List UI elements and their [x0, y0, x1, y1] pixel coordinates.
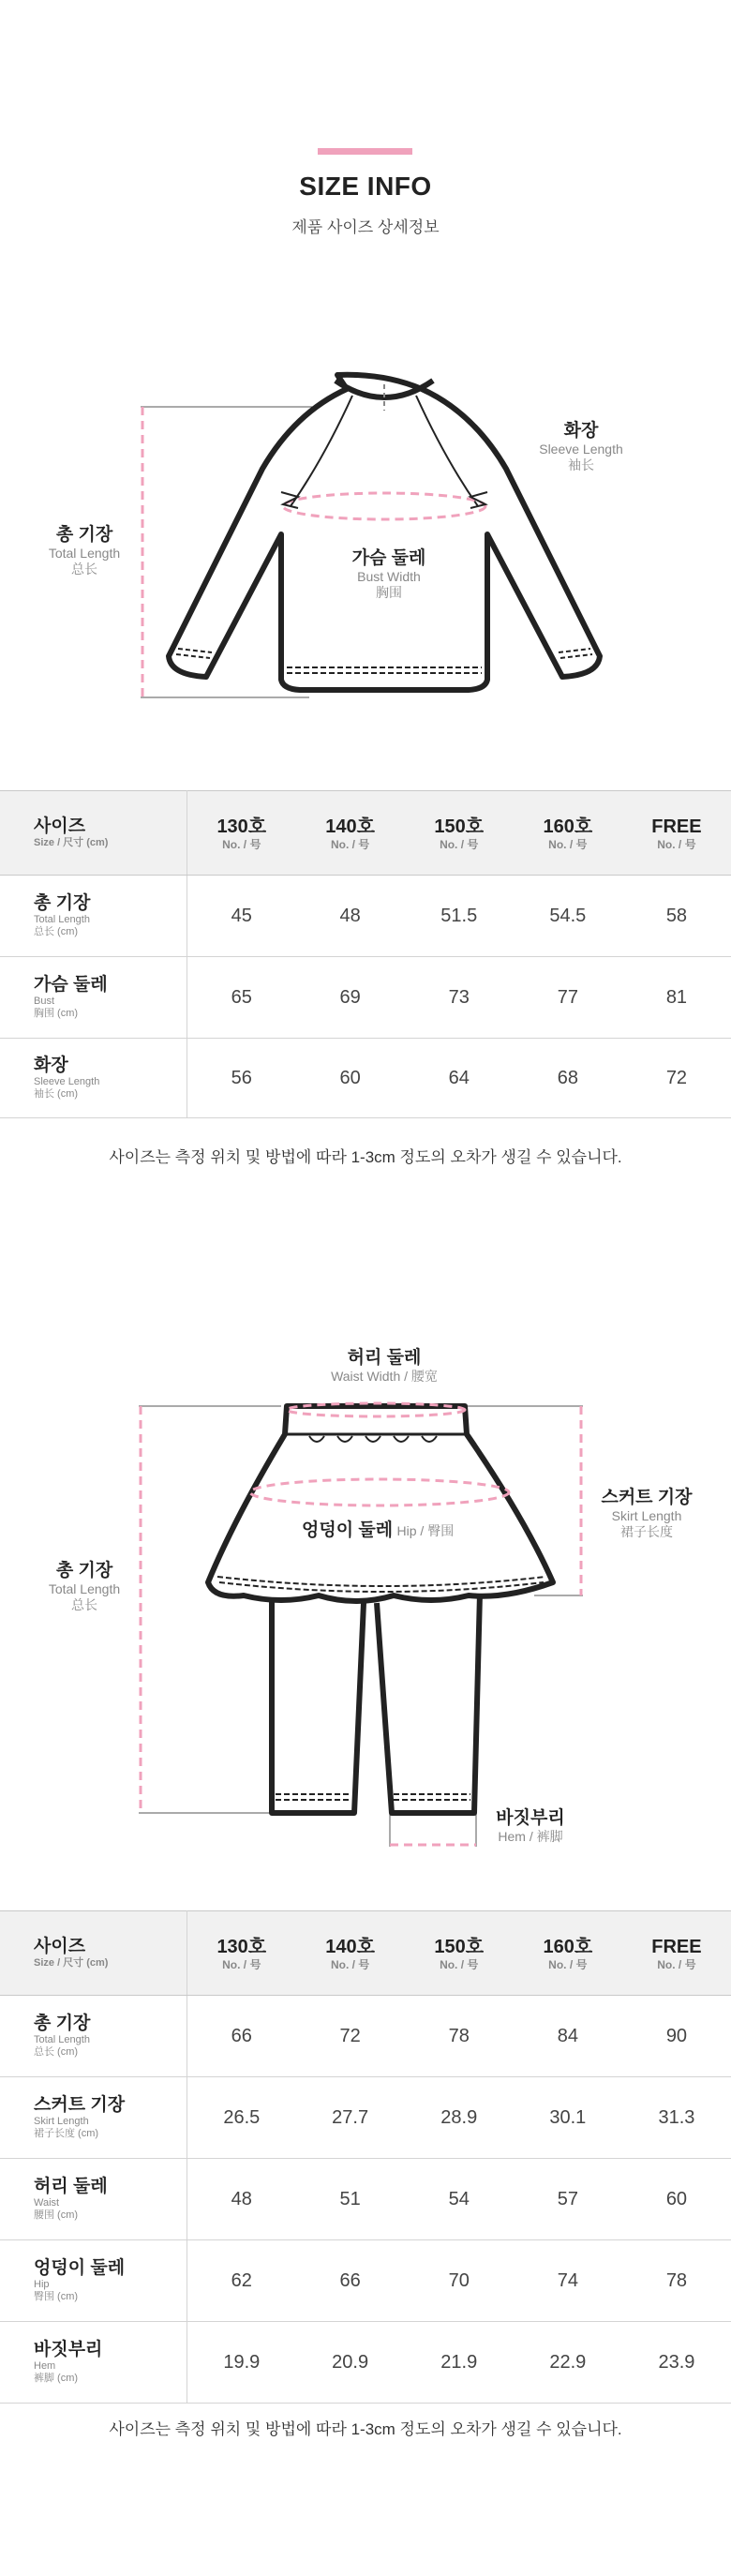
- table-cell: 19.9: [187, 2322, 296, 2404]
- table-header-row: [0, 1911, 731, 1996]
- column-header: 150호 No. / 号: [405, 1911, 514, 1996]
- table-cell: 81: [622, 957, 731, 1039]
- table-cell: 74: [514, 2240, 622, 2322]
- table-cell: 72: [296, 1996, 405, 2077]
- table-cell: 48: [296, 876, 405, 957]
- header-accent-bar: [318, 148, 412, 155]
- column-header: 160호 No. / 号: [514, 791, 622, 876]
- page-title: SIZE INFO: [299, 172, 432, 201]
- table-cell: 58: [622, 876, 731, 957]
- table-cell: 66: [187, 1996, 296, 2077]
- column-header: 150호 No. / 号: [405, 791, 514, 876]
- table-cell: 70: [405, 2240, 514, 2322]
- top-size-table: [0, 790, 731, 1118]
- table-cell: 56: [187, 1039, 296, 1118]
- table-cell: 22.9: [514, 2322, 622, 2404]
- table-cell: 60: [296, 1039, 405, 1118]
- table-cell: 60: [622, 2159, 731, 2240]
- table-cell: 20.9: [296, 2322, 405, 2404]
- label-bust-width: 가슴 둘레 Bust Width 胸围: [351, 548, 426, 600]
- table-cell: 77: [514, 957, 622, 1039]
- table-cell: 21.9: [405, 2322, 514, 2404]
- column-header: 140호 No. / 号: [296, 791, 405, 876]
- table-row: [0, 1039, 731, 1118]
- table-cell: 27.7: [296, 2077, 405, 2159]
- table-cell: 78: [622, 2240, 731, 2322]
- row-label: 스커트 기장 Skirt Length 裙子长度 (cm): [0, 2077, 187, 2159]
- page-subtitle: 제품 사이즈 상세정보: [291, 218, 440, 236]
- label-hip: 엉덩이 둘레 Hip / 臀围: [302, 1520, 455, 1540]
- row-label: 허리 둘레 Waist 腰围 (cm): [0, 2159, 187, 2240]
- table-cell: 54.5: [514, 876, 622, 957]
- table-row: [0, 2322, 731, 2404]
- size-header-cell: 사이즈 Size / 尺寸 (cm): [0, 791, 187, 876]
- label-waist-width: 허리 둘레 Waist Width / 腰宽: [331, 1348, 438, 1384]
- table-row: [0, 876, 731, 957]
- skirt-leggings-diagram: [0, 1378, 731, 1856]
- column-header: 130호 No. / 号: [187, 1911, 296, 1996]
- label-total-length-bottom: 총 기장 Total Length 总长: [48, 1561, 121, 1612]
- table-cell: 84: [514, 1996, 622, 2077]
- table-cell: 28.9: [405, 2077, 514, 2159]
- table-row: [0, 1996, 731, 2077]
- table-cell: 30.1: [514, 2077, 622, 2159]
- table-cell: 57: [514, 2159, 622, 2240]
- table-cell: 45: [187, 876, 296, 957]
- table-cell: 72: [622, 1039, 731, 1118]
- table-row: [0, 957, 731, 1039]
- label-total-length: 총 기장 Total Length 总长: [48, 525, 121, 577]
- column-header: 140호 No. / 号: [296, 1911, 405, 1996]
- table-cell: 68: [514, 1039, 622, 1118]
- column-header: FREE No. / 号: [622, 1911, 731, 1996]
- table-header-row: [0, 791, 731, 876]
- table-cell: 54: [405, 2159, 514, 2240]
- row-label: 총 기장 Total Length 总长 (cm): [0, 1996, 187, 2077]
- table-cell: 23.9: [622, 2322, 731, 2404]
- table-cell: 48: [187, 2159, 296, 2240]
- table-cell: 64: [405, 1039, 514, 1118]
- column-header: 130호 No. / 号: [187, 791, 296, 876]
- size-header-cell: 사이즈 Size / 尺寸 (cm): [0, 1911, 187, 1996]
- table-cell: 90: [622, 1996, 731, 2077]
- column-header: FREE No. / 号: [622, 791, 731, 876]
- bottom-size-table: [0, 1910, 731, 2404]
- table-cell: 51.5: [405, 876, 514, 957]
- table-row: [0, 2077, 731, 2159]
- table-row: [0, 2240, 731, 2322]
- table-cell: 62: [187, 2240, 296, 2322]
- row-label: 화장 Sleeve Length 袖长 (cm): [0, 1039, 187, 1118]
- size-note-bottom: 사이즈는 측정 위치 및 방법에 따라 1-3cm 정도의 오차가 생길 수 있습니다.: [109, 2420, 622, 2438]
- row-label: 총 기장 Total Length 总长 (cm): [0, 876, 187, 957]
- label-hem: 바짓부리 Hem / 裤脚: [496, 1808, 565, 1844]
- table-cell: 31.3: [622, 2077, 731, 2159]
- table-cell: 69: [296, 957, 405, 1039]
- table-cell: 66: [296, 2240, 405, 2322]
- table-cell: 65: [187, 957, 296, 1039]
- label-skirt-length: 스커트 기장 Skirt Length 裙子长度: [601, 1488, 693, 1539]
- table-cell: 73: [405, 957, 514, 1039]
- label-sleeve-length: 화장 Sleeve Length 袖长: [539, 421, 623, 472]
- table-cell: 78: [405, 1996, 514, 2077]
- row-label: 엉덩이 둘레 Hip 臀围 (cm): [0, 2240, 187, 2322]
- size-note-top: 사이즈는 측정 위치 및 방법에 따라 1-3cm 정도의 오차가 생길 수 있습니다.: [109, 1148, 622, 1166]
- column-header: 160호 No. / 号: [514, 1911, 622, 1996]
- table-row: [0, 2159, 731, 2240]
- row-label: 바짓부리 Hem 裤脚 (cm): [0, 2322, 187, 2404]
- table-cell: 51: [296, 2159, 405, 2240]
- row-label: 가슴 둘레 Bust 胸围 (cm): [0, 957, 187, 1039]
- table-cell: 26.5: [187, 2077, 296, 2159]
